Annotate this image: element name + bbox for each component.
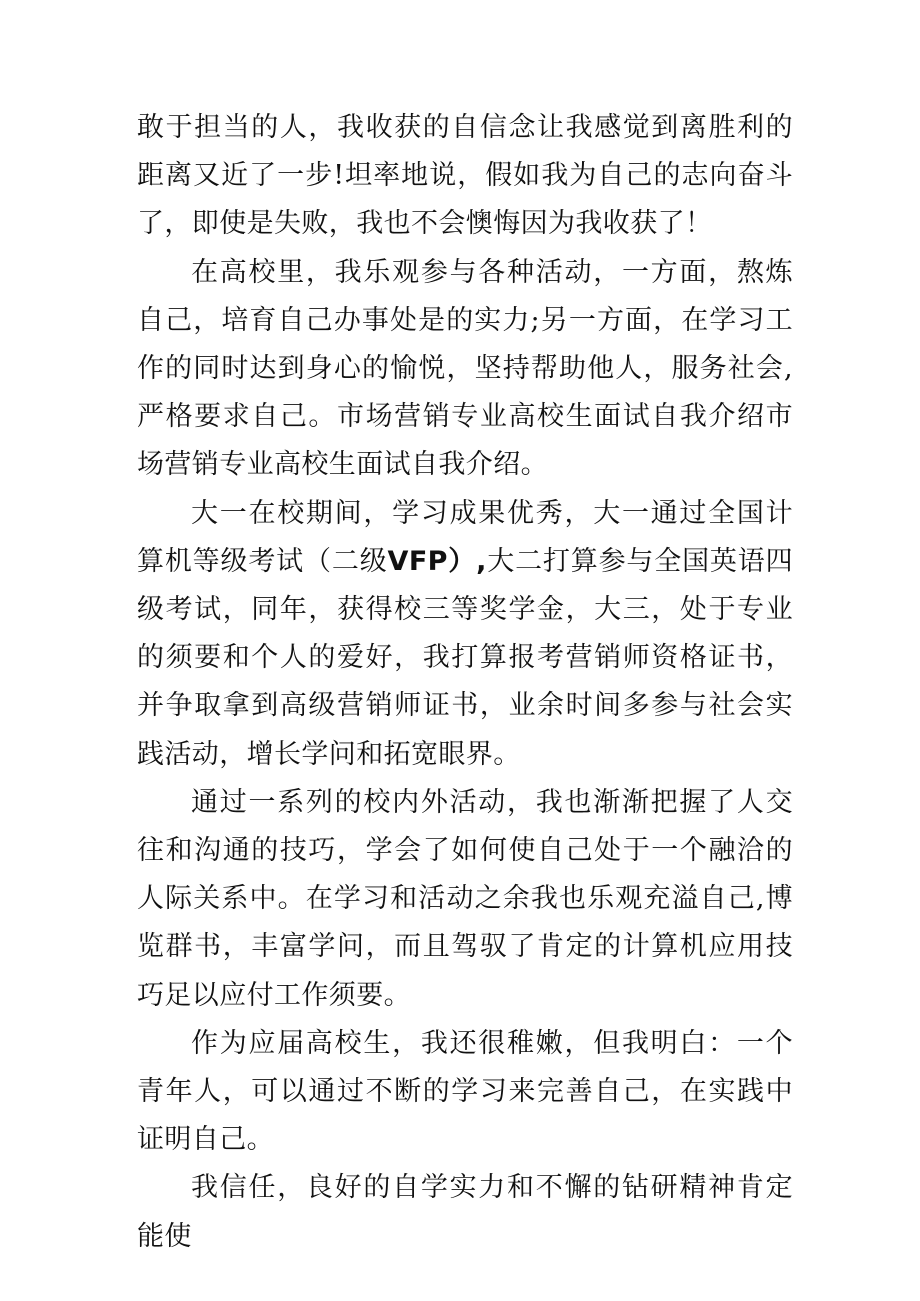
paragraph-3-latin-text: VFP）, bbox=[387, 545, 487, 577]
paragraph-1: 敢于担当的人，我收获的自信念让我感觉到离胜利的距离又近了一步!坦率地说，假如我为自己的志向奋斗了，即使是失败，我也不会懊悔因为我收获了！ bbox=[137, 112, 793, 240]
paragraph-4: 通过一系列的校内外活动，我也渐渐把握了人交往和沟通的技巧，学会了如何使自己处于一个融洽的人际关系中。在学习和活动之余我也乐观充溢自己,博览群书，丰富学问，而且驾驭了肯定的计算机应用技巧足以应付工作须要。 bbox=[137, 786, 793, 1011]
paragraph-6: 我信任，良好的自学实力和不懈的钻研精神肯定能使 bbox=[137, 1172, 793, 1252]
paragraph-3-text-before: 大一在校期间，学习成果优秀，大一通过全国计算机等级考试（二级 bbox=[137, 497, 793, 577]
paragraph-3-text-after: 大二打算参与全国英语四级考试，同年，获得校三等奖学金，大三，处于专业的须要和个人的爱好，我打算报考营销师资格证书，并争取拿到高级营销师证书，业余时间多参与社会实践活动，增长学问和拓宽眼界。 bbox=[137, 545, 793, 770]
document-body bbox=[137, 104, 793, 1261]
paragraph-3 bbox=[137, 490, 793, 779]
paragraph-2: 在高校里，我乐观参与各种活动，一方面，熬炼自己，培育自己办事处是的实力;另一方面，在学习工作的同时达到身心的愉悦，坚持帮助他人，服务社会,严格要求自己。市场营销专业高校生面试自我介绍市场营销专业高校生面试自我介绍。 bbox=[137, 256, 793, 481]
paragraph-5: 作为应届高校生，我还很稚嫩，但我明白：一个青年人，可以通过不断的学习来完善自己，在实践中证明自己。 bbox=[137, 1027, 793, 1156]
